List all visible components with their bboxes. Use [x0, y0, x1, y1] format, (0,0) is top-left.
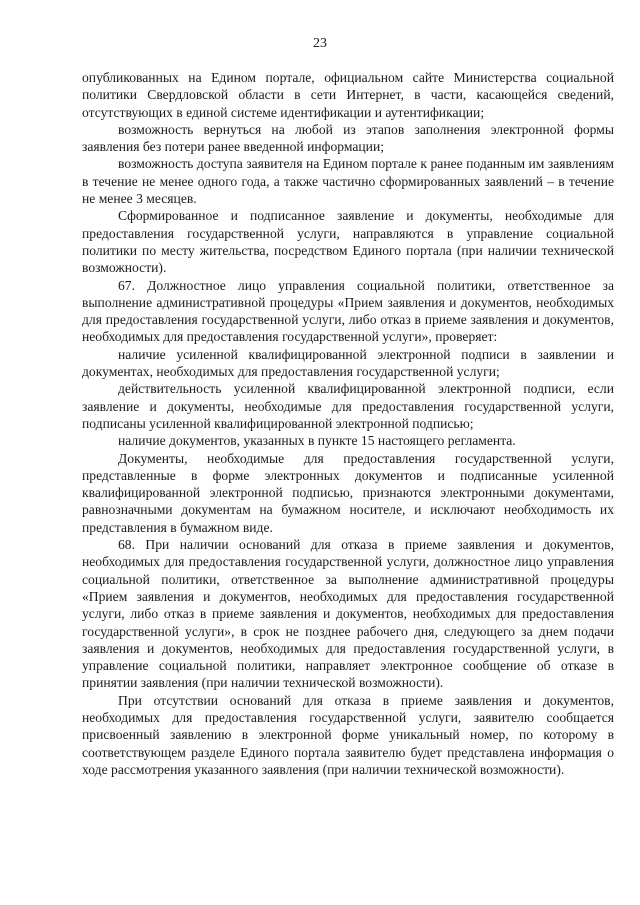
paragraph: действительность усиленной квалифицированной электронной подписи, если заявление и документы, необходимые для предоставления государственной услуги, подписаны усиленной квалифицированной электронной подписью;	[82, 381, 614, 431]
paragraph: При отсутствии оснований для отказа в приеме заявления и документов, необходимых для предоставления государственной услуги, заявителю сообщается присвоенный заявлению в электронной форме уникальный номер, по которому в соответствующем разделе Единого портала заявителю будет представлена информация о ходе рассмотрения указанного заявления (при наличии технической возможности).	[82, 692, 614, 777]
page-number: 23	[313, 36, 327, 51]
paragraph: Документы, необходимые для предоставления государственной услуги, представленные в форме электронных документов и подписанные усиленной квалифицированной электронной подписью, признаются электронными документами, равнозначными документам на бумажном носителе, и исключают необходимость их представления в бумажном виде.	[82, 450, 614, 535]
document-body	[82, 69, 614, 778]
paragraph: возможность вернуться на любой из этапов заполнения электронной формы заявления без потери ранее введенной информации;	[82, 121, 614, 155]
paragraph: возможность доступа заявителя на Едином портале к ранее поданным им заявлениям в течение не менее одного года, а также частично сформированных заявлений – в течение не менее 3 месяцев.	[82, 156, 614, 207]
paragraph: Сформированное и подписанное заявление и документы, необходимые для предоставления государственной услуги, направляются в управление социальной политики по месту жительства, посредством Единого портала (при наличии технической возможности).	[82, 208, 614, 276]
paragraph: 68. При наличии оснований для отказа в приеме заявления и документов, необходимых для предоставления государственной услуги, должностное лицо управления социальной политики, ответственное за выполнение административной процедуры «Прием заявления и документов, необходимых для предоставления государственной услуги, либо отказ в приеме заявления и документов, необходимых для предоставления государственной услуги», в срок не позднее рабочего дня, следующего за днем подачи заявления и документов, необходимых для предоставления государственной услуги, в управление социальной политики, направляет электронное сообщение об отказе в принятии заявления (при наличии технической возможности).	[82, 537, 614, 691]
paragraph: наличие усиленной квалифицированной электронной подписи в заявлении и документах, необходимых для предоставления государственной услуги;	[82, 346, 614, 380]
paragraph: наличие документов, указанных в пункте 15 настоящего регламента.	[118, 433, 516, 449]
paragraph: опубликованных на Едином портале, официальном сайте Министерства социальной политики Свердловской области в сети Интернет, в части, касающейся сведений, отсутствующих в единой системе идентификации и аутентификации;	[82, 70, 614, 120]
paragraph: 67. Должностное лицо управления социальной политики, ответственное за выполнение административной процедуры «Прием заявления и документов, необходимых для предоставления государственной услуги, либо отказ в приеме заявления и документов, необходимых для предоставления государственной услуги», проверяет:	[82, 277, 614, 345]
